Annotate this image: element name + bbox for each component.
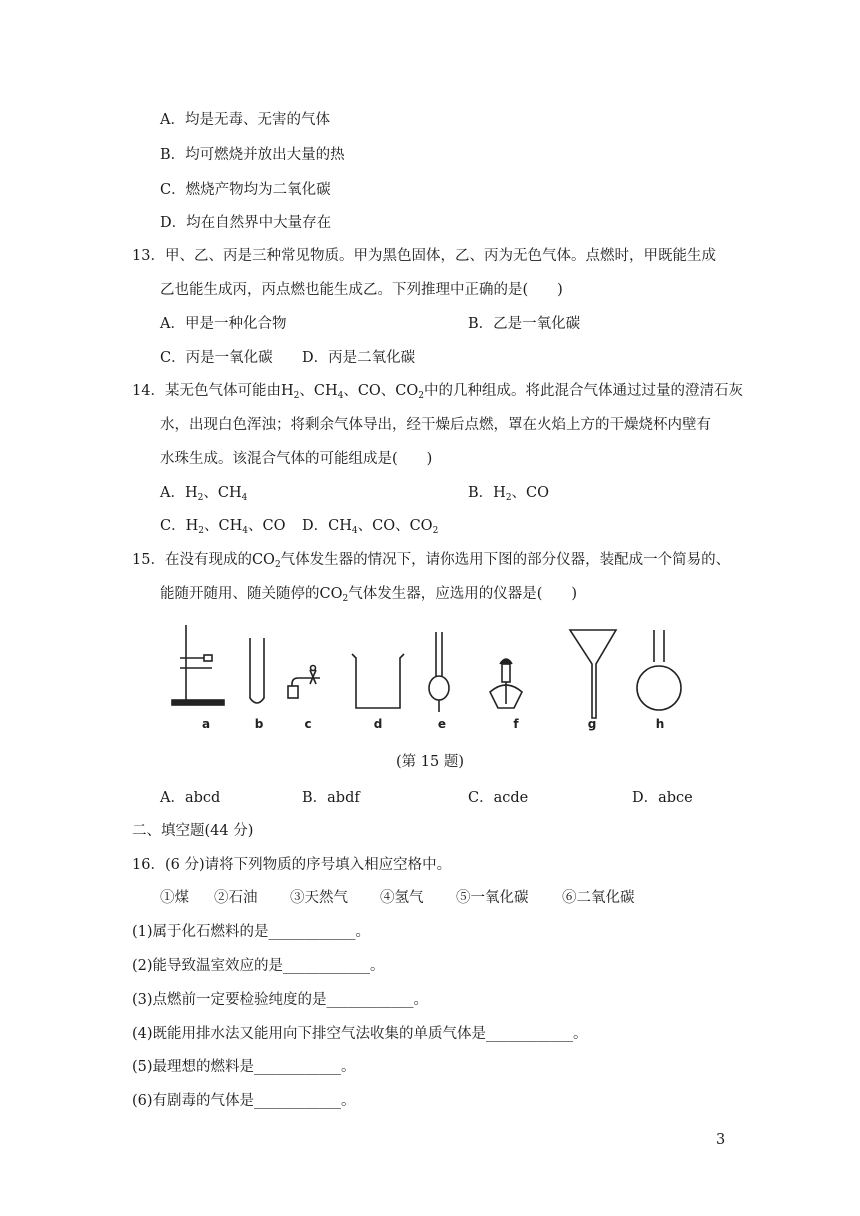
q16-item: ⑤一氧化碳	[456, 890, 529, 906]
q16-item: ⑥二氧化碳	[562, 890, 635, 906]
page-number: 3	[716, 1132, 726, 1148]
apparatus-figure	[160, 620, 720, 740]
label-c: c	[304, 717, 312, 731]
q16-blank-5: (5)最理想的燃料是____________。	[132, 1059, 356, 1075]
round-flask-icon	[637, 630, 681, 710]
q13-option-c: C．丙是一氧化碳	[160, 350, 273, 366]
q15-option-d: D．abce	[632, 790, 693, 806]
q14-option-b: B．$H_2$、CO	[468, 485, 550, 503]
label-b: b	[254, 717, 264, 731]
label-h: h	[655, 717, 665, 731]
q13-option-b: B．乙是一氧化碳	[468, 316, 581, 332]
q14-option-d: D．$CH_4$、CO、$CO_2$	[302, 518, 439, 536]
alcohol-lamp-icon	[490, 659, 522, 708]
section-heading: 二、填空题(44 分)	[132, 823, 254, 839]
iron-stand-icon	[172, 625, 224, 705]
beaker-icon	[352, 654, 404, 708]
q16-blank-4: (4)既能用排水法又能用向下排空气法收集的单质气体是____________。	[132, 1026, 588, 1042]
q16-item: ③天然气	[290, 890, 348, 906]
q16-intro: 16．(6 分)请将下列物质的序号填入相应空格中。	[132, 857, 452, 873]
option-d: D．均在自然界中大量存在	[160, 215, 332, 231]
label-f: f	[513, 717, 519, 731]
test-tube-icon	[250, 638, 264, 703]
q15-option-b: B．abdf	[302, 790, 360, 806]
bulb-funnel-icon	[429, 632, 449, 712]
q14-option-c: C．$H_2$、$CH_4$、CO	[160, 518, 286, 536]
q16-item: ④氢气	[380, 890, 424, 906]
q16-blank-6: (6)有剧毒的气体是____________。	[132, 1093, 356, 1109]
funnel-icon	[570, 630, 616, 718]
q16-blank-3: (3)点燃前一定要检验纯度的是____________。	[132, 992, 429, 1008]
label-d: d	[373, 717, 383, 731]
label-a: a	[201, 717, 211, 731]
option-a: A．均是无毒、无害的气体	[160, 112, 330, 128]
delivery-tube-icon	[288, 666, 320, 699]
q13-stem-line2: 乙也能生成丙，丙点燃也能生成乙。下列推理中正确的是( )	[160, 282, 563, 298]
q16-item: ①煤	[160, 890, 189, 906]
q15-option-a: A．abcd	[160, 790, 221, 806]
q14-option-a: A．$H_2$、$CH_4$	[160, 485, 248, 503]
label-e: e	[437, 717, 447, 731]
q14-stem-line3: 水珠生成。该混合气体的可能组成是( )	[160, 451, 433, 467]
q13-option-d: D．丙是二氧化碳	[302, 350, 416, 366]
q16-blank-1: (1)属于化石燃料的是____________。	[132, 924, 371, 940]
q13-option-a: A．甲是一种化合物	[160, 316, 287, 332]
label-g: g	[587, 717, 597, 731]
q13-stem-line1: 13．甲、乙、丙是三种常见物质。甲为黑色固体，乙、丙为无色气体。点燃时，甲既能生成	[132, 248, 716, 264]
option-c: C．燃烧产物均为二氧化碳	[160, 182, 331, 198]
q16-blank-2: (2)能导致温室效应的是____________。	[132, 958, 385, 974]
q15-stem-line1: 15．在没有现成的$CO_2$气体发生器的情况下，请你选用下图的部分仪器，装配成一个简易的、	[132, 552, 731, 570]
q16-item: ②石油	[214, 890, 258, 906]
option-b: B．均可燃烧并放出大量的热	[160, 147, 345, 163]
q15-stem-line2: 能随开随用、随关随停的$CO_2$气体发生器，应选用的仪器是( )	[160, 586, 578, 604]
q14-stem-line2: 水，出现白色浑浊；将剩余气体导出，经干燥后点燃，罩在火焰上方的干燥烧杯内壁有	[160, 417, 711, 433]
q14-stem-line1: 14．某无色气体可能由$H_2$、$CH_4$、CO、$CO_2$中的几种组成。将此混合气体通过过量的澄清石灰	[132, 383, 744, 401]
figure-caption: (第 15 题)	[396, 754, 464, 770]
q15-option-c: C．acde	[468, 790, 529, 806]
